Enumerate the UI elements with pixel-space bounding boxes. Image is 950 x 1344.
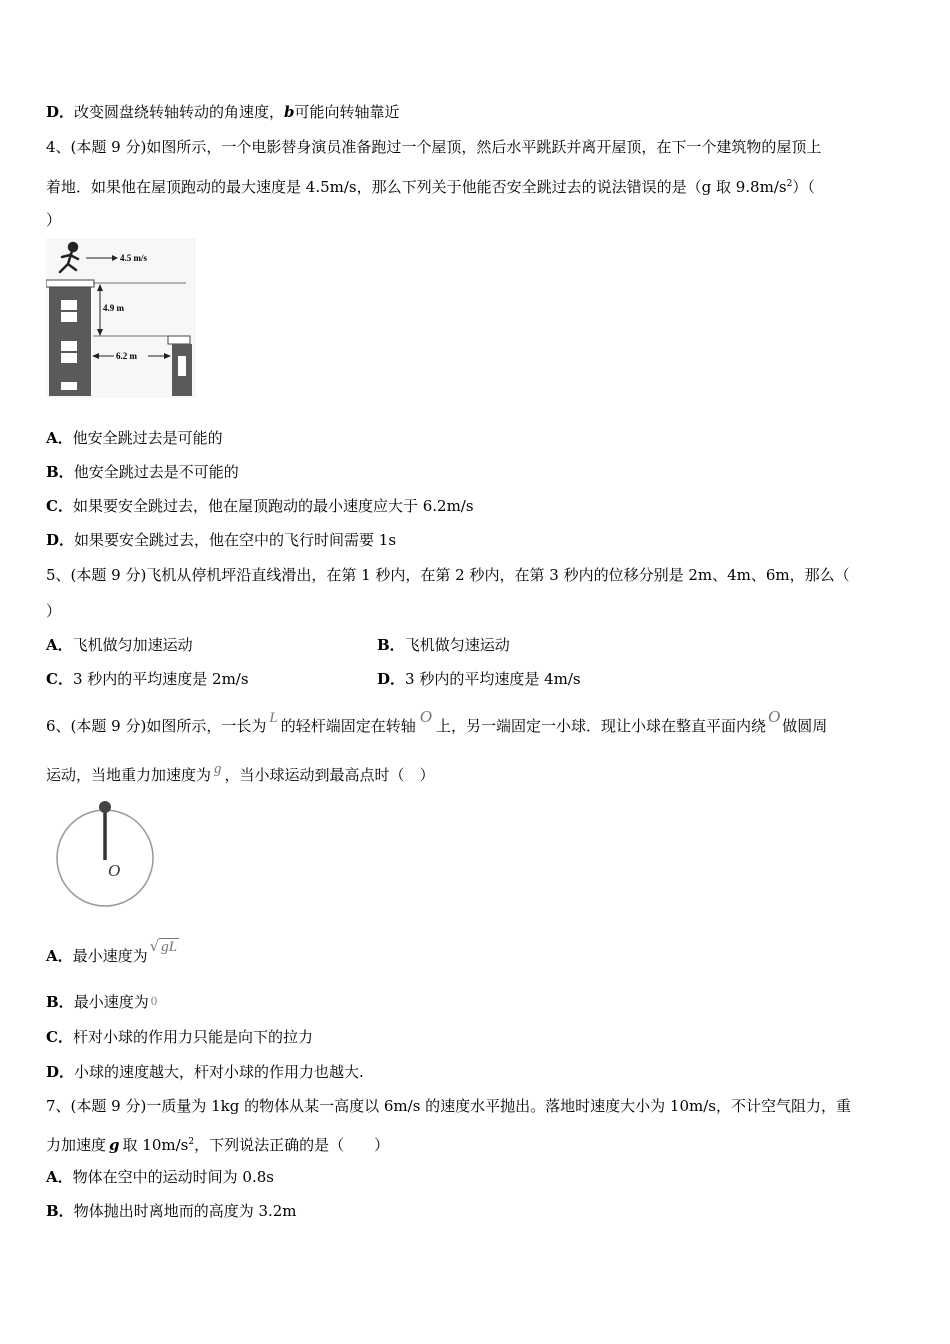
question-text: 做圆周: [782, 717, 828, 735]
rod-circle-figure: [50, 798, 160, 913]
question-text: 着地．如果他在屋顶跑动的最大速度是 4.5m/s，那么下列关于他能否安全跳过去的说法错误的是（g 取 9.8m/s: [46, 178, 787, 196]
question-number: 4、(本题 9 分): [46, 138, 147, 156]
q7-stem-line1: [46, 1096, 851, 1116]
option-letter: C．: [46, 670, 73, 688]
question-text: 运动，当地重力加速度为: [46, 766, 212, 784]
question-text: ）: [46, 211, 62, 229]
option-letter: A．: [46, 947, 73, 965]
q6-option-a: [46, 937, 179, 967]
short-roof-ledge: [168, 336, 190, 344]
question-text: 如图所示，一长为: [146, 717, 267, 735]
option-text: 小球的速度越大，杆对小球的作用力也越大.: [74, 1063, 364, 1081]
question-text-tail: ，下列说法正确的是（ ）: [194, 1136, 390, 1154]
question-text: 上，另一端固定一小球．现让小球在整直平面内绕: [435, 717, 766, 735]
option-text: 如果要安全跳过去，他在空中的飞行时间需要 1s: [74, 531, 397, 549]
option-text-tail: 可能向转轴靠近: [294, 103, 400, 121]
option-letter: D．: [377, 670, 406, 688]
option-text: 最小速度为: [73, 993, 149, 1011]
superscript: 2: [786, 179, 793, 189]
question-text: 一质量为 1kg 的物体从某一高度以 6m/s 的速度水平抛出。落地时速度大小为 10m/s，不计空气阻力，重: [146, 1097, 851, 1115]
axis-label-o: O: [108, 861, 121, 880]
ball: [99, 801, 111, 813]
q5-option-b: [377, 635, 510, 655]
roof-ledge: [46, 280, 94, 287]
question-number: 6、(本题 9 分): [46, 717, 147, 735]
height-label: 4.9 m: [103, 303, 124, 313]
option-letter: D．: [46, 103, 75, 121]
question-text-tail: ）（: [792, 178, 815, 196]
option-text: 改变圆盘绕转轴转动的角速度，: [74, 103, 285, 121]
q4-option-c: [46, 496, 474, 516]
option-letter: D．: [46, 1063, 75, 1081]
q6-option-c: [46, 1027, 313, 1047]
q3-option-d: [46, 102, 400, 122]
speed-label: 4.5 m/s: [120, 253, 147, 263]
window-icon: [61, 382, 77, 390]
option-text: 物体抛出时离地而的高度为 3.2m: [73, 1202, 297, 1220]
question-text: 力加速度: [46, 1136, 107, 1154]
option-letter: B．: [46, 463, 74, 481]
option-text: 他安全跳过去是不可能的: [73, 463, 239, 481]
option-text: 物体在空中的运动时间为 0.8s: [72, 1168, 274, 1186]
q4-stem-line1: [46, 137, 821, 157]
q5-option-d: [377, 669, 581, 689]
option-text: 飞机做匀速运动: [404, 636, 510, 654]
q7-option-b: [46, 1201, 297, 1221]
distance-label: 6.2 m: [116, 351, 137, 361]
option-letter: D．: [46, 531, 75, 549]
option-text: 如果要安全跳过去，他在屋顶跑动的最小速度应大于 6.2m/s: [72, 497, 474, 515]
question-text: 飞机从停机坪沿直线滑出，在第 1 秒内，在第 2 秒内，在第 3 秒内的位移分别是 2m、4m、6m，那么（: [146, 566, 850, 584]
superscript: 2: [188, 1137, 195, 1147]
question-text: 如图所示，一个电影替身演员准备跑过一个屋顶，然后水平跳跃并离开屋顶，在下一个建筑物的屋顶上: [146, 138, 822, 156]
option-letter: B．: [46, 993, 74, 1011]
option-text: 飞机做匀加速运动: [72, 636, 193, 654]
question-text: 的轻杆端固定在转轴: [280, 717, 416, 735]
math-gL: gL: [161, 939, 178, 955]
q7-option-a: [46, 1167, 274, 1187]
q4-stem-line3: [46, 210, 61, 230]
stunt-jump-figure: [46, 238, 196, 398]
option-letter: A．: [46, 1168, 73, 1186]
math-L: L: [269, 710, 278, 726]
math-g: g: [214, 761, 222, 777]
option-letter: A．: [46, 636, 73, 654]
option-letter: B．: [377, 636, 405, 654]
question-number: 5、(本题 9 分): [46, 566, 147, 584]
sqrt-sign-icon: √: [149, 937, 160, 955]
option-letter: C．: [46, 1028, 73, 1046]
q5-option-a: [46, 635, 193, 655]
variable-g: g: [109, 1136, 120, 1154]
q6-option-d: [46, 1062, 364, 1082]
q7-stem-line2: [46, 1132, 389, 1155]
q6-option-b: [46, 992, 157, 1013]
option-text: 3 秒内的平均速度是 4m/s: [405, 670, 581, 688]
sqrt-expression: [150, 936, 179, 957]
window-icon: [178, 356, 186, 376]
q4-option-b: [46, 462, 239, 482]
math-O: O: [419, 707, 432, 726]
option-text: 杆对小球的作用力只能是向下的拉力: [72, 1028, 313, 1046]
q6-stem-line2: [46, 761, 435, 786]
option-letter: C．: [46, 497, 73, 515]
option-text: 最小速度为: [72, 947, 148, 965]
q4-option-a: [46, 428, 223, 448]
q4-stem-line2: [46, 174, 815, 197]
question-text: ，当小球运动到最高点时（ ）: [224, 766, 435, 784]
q5-option-c: [46, 669, 249, 689]
option-letter: B．: [46, 1202, 74, 1220]
q6-stem-line1: [46, 707, 828, 737]
question-text: 取 10m/s: [122, 1136, 189, 1154]
question-text: ）: [46, 602, 62, 620]
option-letter: A．: [46, 429, 73, 447]
option-text: 他安全跳过去是可能的: [72, 429, 223, 447]
question-number: 7、(本题 9 分): [46, 1097, 147, 1115]
math-zero: 0: [150, 993, 158, 1008]
variable-b: b: [284, 103, 295, 121]
q4-option-d: [46, 530, 396, 550]
q5-stem-line2: [46, 601, 61, 621]
math-O: O: [768, 707, 781, 726]
option-text: 3 秒内的平均速度是 2m/s: [72, 670, 249, 688]
q5-stem-line1: [46, 565, 850, 585]
